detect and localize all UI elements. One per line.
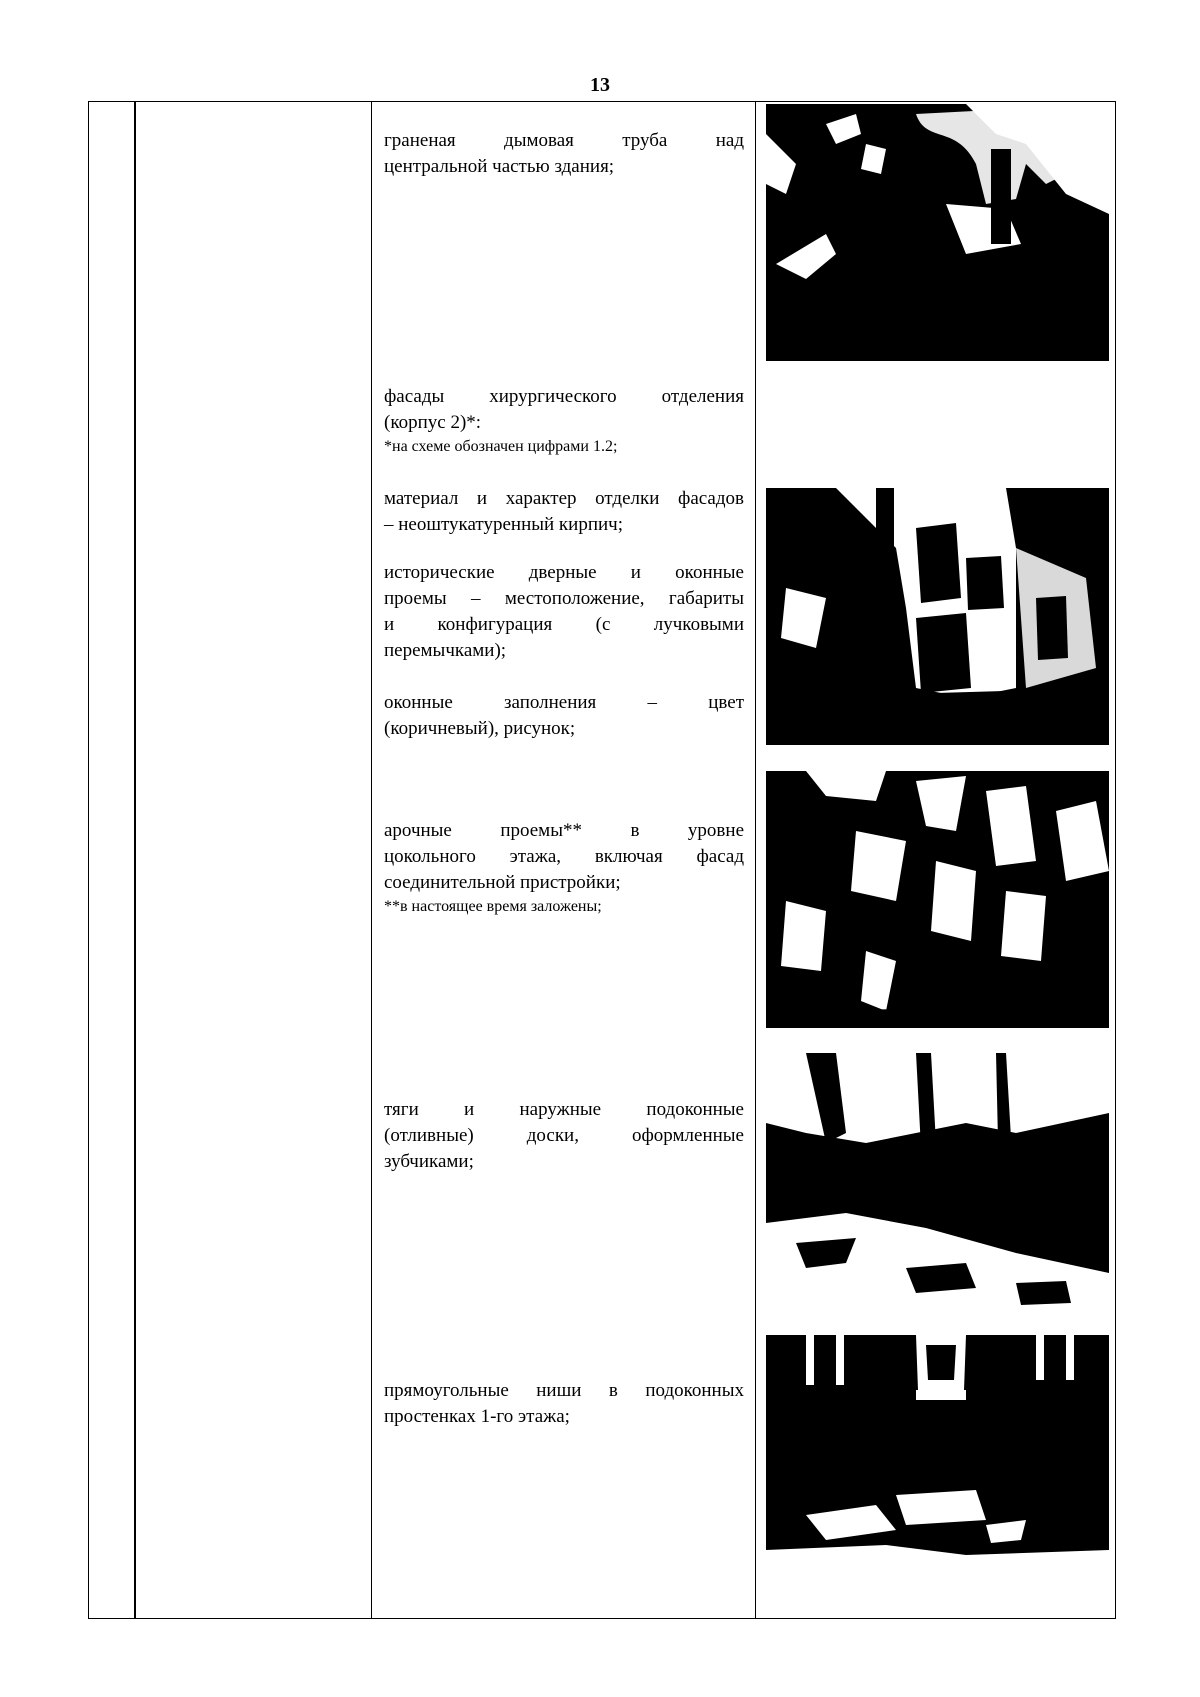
- entry-line: цокольного этажа, включая фасад: [384, 846, 744, 867]
- photo-ground-floor-niches: [766, 1335, 1109, 1592]
- entry-text: [384, 1378, 744, 1430]
- entry-footnote: **в настоящее время заложены;: [384, 898, 602, 915]
- entry-line: материал и характер отделки фасадов: [384, 488, 744, 509]
- entry-line: соединительной пристройки;: [384, 872, 621, 893]
- entry-line: фасады хирургического отделения: [384, 386, 744, 407]
- entry-text: [384, 1097, 744, 1175]
- entry-line: зубчиками;: [384, 1151, 474, 1172]
- entry-line: оконные заполнения – цвет: [384, 692, 744, 713]
- entry-text: [384, 128, 744, 180]
- entry-line: и конфигурация (с лучковыми: [384, 614, 744, 635]
- entry-line: (коричневый), рисунок;: [384, 718, 576, 739]
- entry-line: арочные проемы** в уровне: [384, 820, 744, 841]
- entry-line: тяги и наружные подоконные: [384, 1099, 744, 1120]
- column-divider: [134, 101, 136, 1619]
- entry-line: – неоштукатуренный кирпич;: [384, 514, 623, 535]
- entry-line: (корпус 2)*:: [384, 412, 482, 433]
- entry-line: простенках 1-го этажа;: [384, 1406, 570, 1427]
- column-divider: [88, 101, 89, 1619]
- entry-line: проемы – местоположение, габариты: [384, 588, 744, 609]
- page-number: 13: [590, 74, 610, 96]
- entry-line: центральной частью здания;: [384, 156, 615, 177]
- entry-line: перемычками);: [384, 640, 507, 661]
- column-divider: [755, 101, 756, 1619]
- column-divider: [371, 101, 372, 1619]
- entry-text: [384, 818, 744, 918]
- entry-line: прямоугольные ниши в подоконных: [384, 1380, 744, 1401]
- photo-brick-facade: [766, 488, 1109, 745]
- entry-text: [384, 486, 744, 538]
- entry-line: исторические дверные и оконные: [384, 562, 744, 583]
- entry-text: [384, 560, 744, 664]
- photo-chimney: [766, 104, 1109, 361]
- entry-line: граненая дымовая труба над: [384, 130, 744, 151]
- entry-footnote: *на схеме обозначен цифрами 1.2;: [384, 438, 618, 455]
- entry-text: [384, 384, 744, 458]
- photo-arched-openings: [766, 771, 1109, 1028]
- entry-text: [384, 690, 744, 742]
- entry-line: (отливные) доски, оформленные: [384, 1125, 744, 1146]
- photo-snow-yard: [766, 1053, 1109, 1310]
